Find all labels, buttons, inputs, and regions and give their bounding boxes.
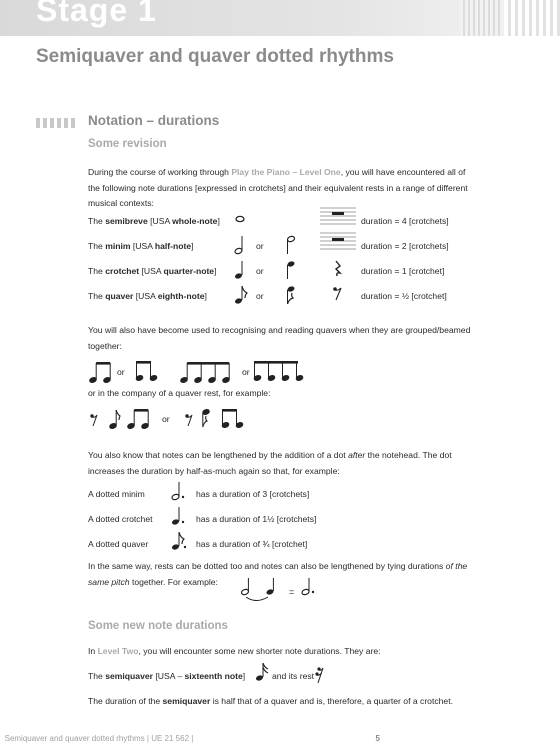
equals-sign: =: [289, 587, 295, 597]
row-duration: has a duration of 1½ [crotchets]: [196, 514, 317, 524]
row-label: The minim [USA half-note]: [88, 241, 194, 251]
semiquaver-line: The semiquaver [USA – sixteenth note]: [88, 671, 246, 681]
row-label: The crotchet [USA quarter-note]: [88, 266, 217, 276]
row-label: A dotted minim: [88, 489, 145, 499]
dotted-crotchet-icon: [170, 505, 186, 527]
duration-row-crotchet: The crotchet [USA quarter-note] or duration = 1 [crotchet]: [88, 263, 488, 279]
dotted-quaver-icon: [170, 530, 188, 552]
row-label: A dotted crotchet: [88, 514, 153, 524]
section-title: Notation – durations: [88, 113, 220, 128]
intro-paragraph: During the course of working through Play the Piano – Level One, you will have encountered all of the following note durations [expressed in crotchets] and their equivalent rests in a range of different musical contexts:: [88, 167, 468, 208]
dotted-minim-icon: [170, 480, 186, 502]
row-label: The semibreve [USA whole-note]: [88, 216, 220, 226]
duration-row-quaver: The quaver [USA eighth-note] or duration = ½ [crotchet]: [88, 288, 488, 304]
row-duration: has a duration of 3 [crotchets]: [196, 489, 310, 499]
page-footer: Semiquaver and quaver dotted rhythms | UE 21 562 | 5: [4, 734, 380, 743]
stage-label: Stage 1: [36, 0, 157, 28]
quaver-rest-illustration: [88, 406, 278, 432]
duration-row-minim: The minim [USA half-note] or duration = 2 [crotchets]: [88, 238, 488, 254]
dot-paragraph: You also know that notes can be lengthened by the addition of a dot after the notehead. The dot increases the duration by half-as-much again so that, for example:: [88, 450, 452, 476]
subheading-new-durations: Some new note durations: [88, 620, 228, 632]
duration-text: duration = 2 [crotchets]: [361, 241, 449, 251]
semiquaver-icon: [254, 661, 270, 683]
semiquaver-rest-icon: [312, 664, 326, 686]
duration-text: duration = ½ [crotchet]: [361, 291, 447, 301]
quaver-rest-icon: [318, 280, 358, 304]
semiquaver-rest-label: and its rest: [272, 671, 315, 681]
dotted-quaver-row: [88, 536, 488, 552]
dotted-crotchet-row: [88, 511, 488, 527]
level-two-paragraph: In Level Two, you will encounter some new shorter note durations. They are:: [88, 646, 381, 656]
crotchet-stem-up-icon: [233, 259, 247, 281]
page-title: Semiquaver and quaver dotted rhythms: [36, 46, 394, 67]
section-marker: [36, 118, 78, 128]
subheading-revision: Some revision: [88, 138, 167, 150]
final-paragraph: The duration of the semiquaver is half that of a quaver and is, therefore, a quarter of a crotchet.: [88, 696, 453, 706]
row-label: A dotted quaver: [88, 539, 149, 549]
dotted-minim-row: [88, 486, 488, 502]
crotchet-stem-down-icon: [284, 259, 298, 281]
row-label: The quaver [USA eighth-note]: [88, 291, 207, 301]
minim-stem-up-icon: [233, 234, 247, 256]
semibreve-rest-icon: [318, 205, 358, 229]
minim-stem-down-icon: [284, 234, 298, 256]
or-label: or: [117, 367, 125, 377]
decorative-stripes: [460, 0, 500, 36]
minim-rest-icon: [318, 230, 358, 254]
level-one-reference: Play the Piano – Level One: [231, 167, 341, 177]
row-duration: has a duration of ¾ [crotchet]: [196, 539, 308, 549]
crotchet-rest-icon: [318, 255, 358, 279]
duration-text: duration = 4 [crotchets]: [361, 216, 449, 226]
page-number: 5: [375, 734, 380, 743]
or-label: or: [162, 414, 170, 424]
quaver-stem-up-icon: [233, 284, 249, 306]
level-two-reference: Level Two: [97, 646, 139, 656]
quaver-stem-down-icon: [284, 284, 300, 306]
rest-paragraph: or in the company of a quaver rest, for example:: [88, 388, 271, 398]
duration-row-semibreve: [88, 213, 488, 229]
duration-text: duration = 1 [crotchet]: [361, 266, 445, 276]
tie-paragraph: In the same way, rests can be dotted too and notes can also be lengthened by tying durations of the same pitch together. For example:: [88, 561, 468, 587]
beamed-paragraph: You will also have become used to recognising and reading quavers when they are grouped/beamed together:: [88, 325, 471, 351]
decorative-stripes: [504, 0, 560, 36]
header-band: [0, 0, 560, 36]
semibreve-icon: [233, 209, 247, 229]
or-label: or: [242, 367, 250, 377]
dotted-minim-result-icon: [300, 578, 320, 602]
